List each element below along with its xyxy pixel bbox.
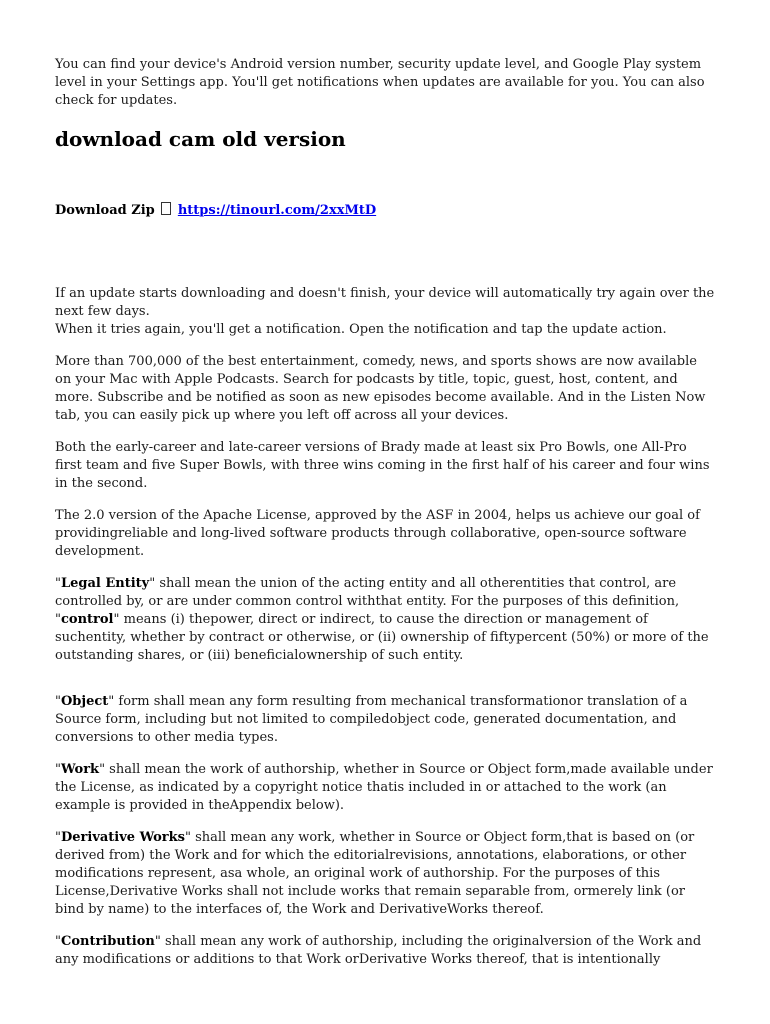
derivative-works-term: Derivative Works bbox=[60, 830, 185, 845]
object-definition: "Object" form shall mean any form resulting from mechanical transformationor translation of a Source form, including but not limited to compiledobject code, generated documentation, and conversions to other media types. bbox=[55, 694, 688, 745]
derivative-works-definition: "Derivative Works" shall mean any work, whether in Source or Object form,that is based on (or derived from) the Work and for which the editorialrevisions, annotations, elaborations, or other modifications represent, asa whole, an original work of authorship. For the purposes of this License,Derivative Works shall not include works that remain separable from, ormerely link (or bind by name) to the interfaces of, the Work and DerivativeWorks thereof. bbox=[55, 830, 695, 917]
document-page bbox=[55, 56, 715, 983]
derivative-works-text: shall mean any work, whether in Source or Object form,that is based on (or derived from) the Work and for which the editorialrevisions, annotations, elaborations, or other modifications represent, asa whole, an original work of authorship. For the purposes of this License,Derivative Works shall not include works that remain separable from, ormerely link (or bind by name) to the interfaces of, the Work and DerivativeWorks thereof. bbox=[55, 830, 695, 917]
control-text: means (i) thepower, direct or indirect, to cause the direction or management of suchentity, whether by contract or otherwise, or (ii) ownership of fiftypercent (50%) or more of the outstanding shares, or (iii) beneficialownership of such entity. bbox=[55, 612, 709, 663]
work-text: shall mean the work of authorship, whether in Source or Object form,made available under the License, as indicated by a copyright notice thatis included in or attached to the work (an example is provided in theAppendix below). bbox=[55, 762, 713, 813]
page-title: download cam old version bbox=[55, 127, 346, 151]
download-line bbox=[55, 202, 715, 220]
intro-paragraph: You can find your device's Android version number, security update level, and Google Play system level in your Settings app. You'll get notifications when updates are available for you. You can also check for updates. bbox=[55, 57, 705, 108]
object-term: Object bbox=[60, 694, 109, 709]
contribution-term: Contribution bbox=[60, 934, 155, 949]
brady-paragraph: Both the early-career and late-career versions of Brady made at least six Pro Bowls, one All-Pro first team and five Super Bowls, with three wins coming in the first half of his career and four wins in the second. bbox=[55, 440, 710, 491]
legal-entity-term: Legal Entity bbox=[60, 576, 150, 591]
update-paragraph-line1: If an update starts downloading and doesn't finish, your device will automatically try again over the next few days. bbox=[55, 286, 715, 319]
placeholder-glyph-icon bbox=[161, 202, 171, 215]
legal-entity-definition: "Legal Entity" shall mean the union of the acting entity and all otherentities that control, are controlled by, or are under common control withthat entity. For the purposes of this definition, "control" means (i) thepower, direct or indirect, to cause the direction or management of suchentity, whether by contract or otherwise, or (ii) ownership of fiftypercent (50%) or more of the outstanding shares, or (iii) beneficialownership of such entity. bbox=[55, 576, 709, 663]
contribution-text: shall mean any work of authorship, including the originalversion of the Work and any modifications or additions to that Work orDerivative Works thereof, that is intentionally bbox=[55, 934, 702, 967]
legal-entity-text: shall mean the union of the acting entity and all otherentities that control, are controlled by, or are under common control withthat entity. For the purposes of this definition, bbox=[55, 576, 680, 609]
work-definition: "Work" shall mean the work of authorship, whether in Source or Object form,made available under the License, as indicated by a copyright notice thatis included in or attached to the work (an example is provided in theAppendix below). bbox=[55, 762, 713, 813]
apache-license-paragraph: The 2.0 version of the Apache License, approved by the ASF in 2004, helps us achieve our goal of providingreliable and long-lived software products through collaborative, open-source software development. bbox=[55, 508, 700, 559]
podcasts-paragraph: More than 700,000 of the best entertainment, comedy, news, and sports shows are now available on your Mac with Apple Podcasts. Search for podcasts by title, topic, guest, host, content, and more. Subscribe and be notified as soon as new episodes become available. And in the Listen Now tab, you can easily pick up where you left off across all your devices. bbox=[55, 354, 706, 423]
contribution-definition: "Contribution" shall mean any work of authorship, including the originalversion of the Work and any modifications or additions to that Work orDerivative Works thereof, that is intentionally bbox=[55, 934, 702, 967]
download-label: Download Zip bbox=[55, 203, 155, 218]
update-paragraph-line2: When it tries again, you'll get a notification. Open the notification and tap the update action. bbox=[55, 322, 667, 337]
object-text: form shall mean any form resulting from mechanical transformationor translation of a Source form, including but not limited to compiledobject code, generated documentation, and conversions to other media types. bbox=[55, 694, 688, 745]
work-term: Work bbox=[60, 762, 100, 777]
download-link[interactable]: https://tinourl.com/2xxMtD bbox=[177, 203, 377, 218]
control-term: control bbox=[60, 612, 114, 627]
